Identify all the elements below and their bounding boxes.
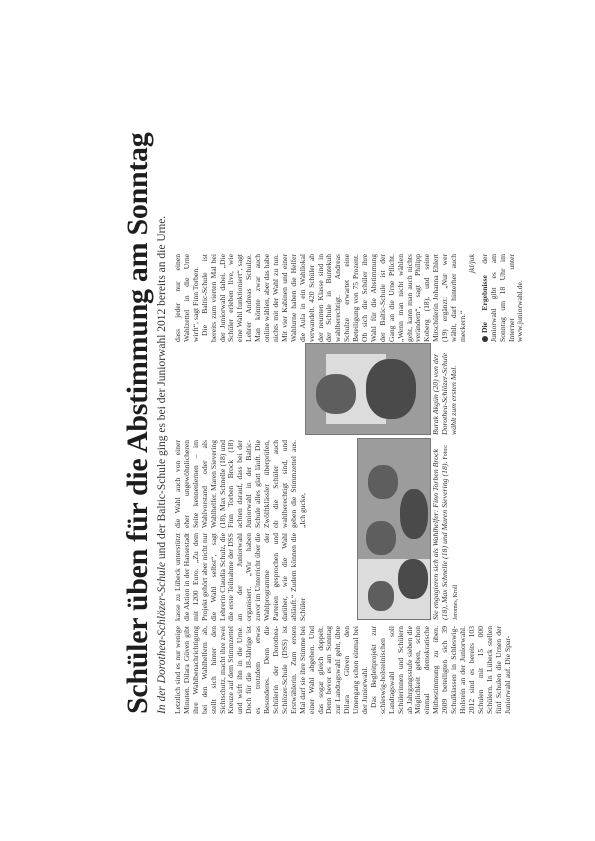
- article-column-2: [174, 533, 352, 621]
- subhead-italic: In der Dorothea-Schlözer-Schule: [156, 562, 168, 714]
- photo-wahlhelfer: [357, 438, 431, 620]
- photo-credit: Fotos: Jeromes, Kroll: [442, 444, 459, 620]
- subheadline: [156, 124, 169, 714]
- paragraph: kasse zu Lübeck unterstützt die Aktion in der Hansestadt mit 1200 Euro. „Zu dem Projekt gehört aber nicht nur die Wahl selbst“, sagt Lehrerin Claudia Schulz, die die erste Teilnahme der DSS an der Juniorwahl organisiert. „Wir haben zuvor im Unterricht über die Wahlprogramme der Parteien gesprochen und darüber, wie die Wahl abläuft.“ Zudem können die Schüler: [173, 533, 307, 621]
- results-info: [481, 254, 526, 342]
- article-column-4: [173, 254, 525, 342]
- paragraph: die Wahl auch von einer eher ungewöhnlicheren Seite kennenlernen – im Wahlvorstand oder als Wahlhelfer. Maren Sievering (18), Max Schnelle (18) und Finn Torben Brock (18) achten darauf, dass bei der Juniorwahl in der Baltic-Schule alles glatt läuft. Die Zwölftklässler überprüfen, ob die Schüler auch wahlberechtigt sind, und geben die Stimmzettel aus. „Ich gucke,: [173, 440, 307, 528]
- photo-caption-2: Burak Akgün (20) von der Dorothea-Schlözer-Schule wählt zum ersten Mal.: [431, 352, 458, 435]
- article-column-1: [173, 626, 512, 714]
- results-info-text: der Juniorwahl gibt es am Sonntag um 18 Uhr im Internet unter www.juniorwahl.de.: [479, 254, 525, 342]
- article-column-3: [174, 440, 352, 528]
- headline: Schüler üben für die Abstimmung am Sonntag: [121, 132, 154, 714]
- results-info-bold: Die Ergebnisse: [479, 275, 489, 333]
- author-signature: jkl/juk: [466, 254, 476, 273]
- paragraph: Letztlich sind es nur wenige Minuten. Dilara Güven gibt ihre Wahlbenachrichtigung bei den Wahlhelfern ab, stellt sich hinter den Sichtschutz, macht ihre zwei Kreuze auf dem Stimmzettel und wirft ihn in die Urne. Doch für die 18-Jährige ist es trotzdem etwas Besonderes. Denn die Schülerin der Dorothea-Schlözer-Schule (DSS) ist Erstwählerin. Zum ersten Mal darf sie ihre Stimme bei einer Wahl abgeben. Und das sogar gleich doppelt. Denn bevor es am Sonntag zur Landtagswahl geht, übte Dilara Güven den Umengang schon einmal bei der Juniorwahl.: [173, 626, 370, 714]
- bullet-icon: [482, 336, 488, 342]
- paragraph: Die Baltic-Schule ist bereits zum vierten Mal bei der Juniorwahl dabei. „Die Schüler erleben live, wie eine Wahl funktioniert“, sagt Lehrer Andreas Schulze. Man könnte zwar auch online wählen, aber das habe nichts mit der Wahl zu tun. Mit vier Kabinen und einer Wahlurne haben die Helfer die Aula in ein Wahllokal verwandelt. 420 Schüler ab der neunten Klasse sind in der Schule in Buntekuh wahlberechtigt. Andreas Schulze erwartet eine Beteiligung von 75 Prozent. Ob sich die Schüler ihre Wahl für die Abstimmung der Baltic-Schule ist der Gang an die Urne Pflicht. „Wenn man nicht wählen geht, kann man auch nichts verändern“, sagt Philipp Koberg (18), und seine Mitschülerin Johanna Ehlert (19) ergänzt: „Nur wer wählt, darf hinterher auch meckern.“: [199, 254, 467, 342]
- subhead-rest: und der Baltic-Schule ging es bei der Juniorwahl 2012 bereits an die Urne.: [156, 215, 168, 562]
- caption-text: Sie engagieren sich als Wahlhelfer: Finn Torben Brock (18), Max Schnelle (18) und Maren Sievering (18).: [431, 448, 449, 620]
- photo-urne: [305, 343, 431, 435]
- paragraph: dass jeder nur einen Wahlzettel in die Urne wirft“, sagt Finn Torben.: [173, 254, 200, 342]
- photo-caption-1: [432, 440, 460, 620]
- paragraph: Das Begleitprojekt zur schleswig-holsteinischen Landtagswahl soll Schülerinnen und Schülern ab Jahrgangsstufe sieben die Möglichkeit geben, schon einmal demokratische Mitbestimmung zu üben. 2009 beteiligten sich 39 Schulklassen in Schleswig-Holstein an der Juniorwahl. 2012 sind es bereits 103 Schulen mit 15 000 Schülern. In Lübeck stellen fünf Schulen die Urnen der Juniorwahl auf. Die Spar-: [368, 626, 512, 714]
- newspaper-clipping: [120, 120, 525, 720]
